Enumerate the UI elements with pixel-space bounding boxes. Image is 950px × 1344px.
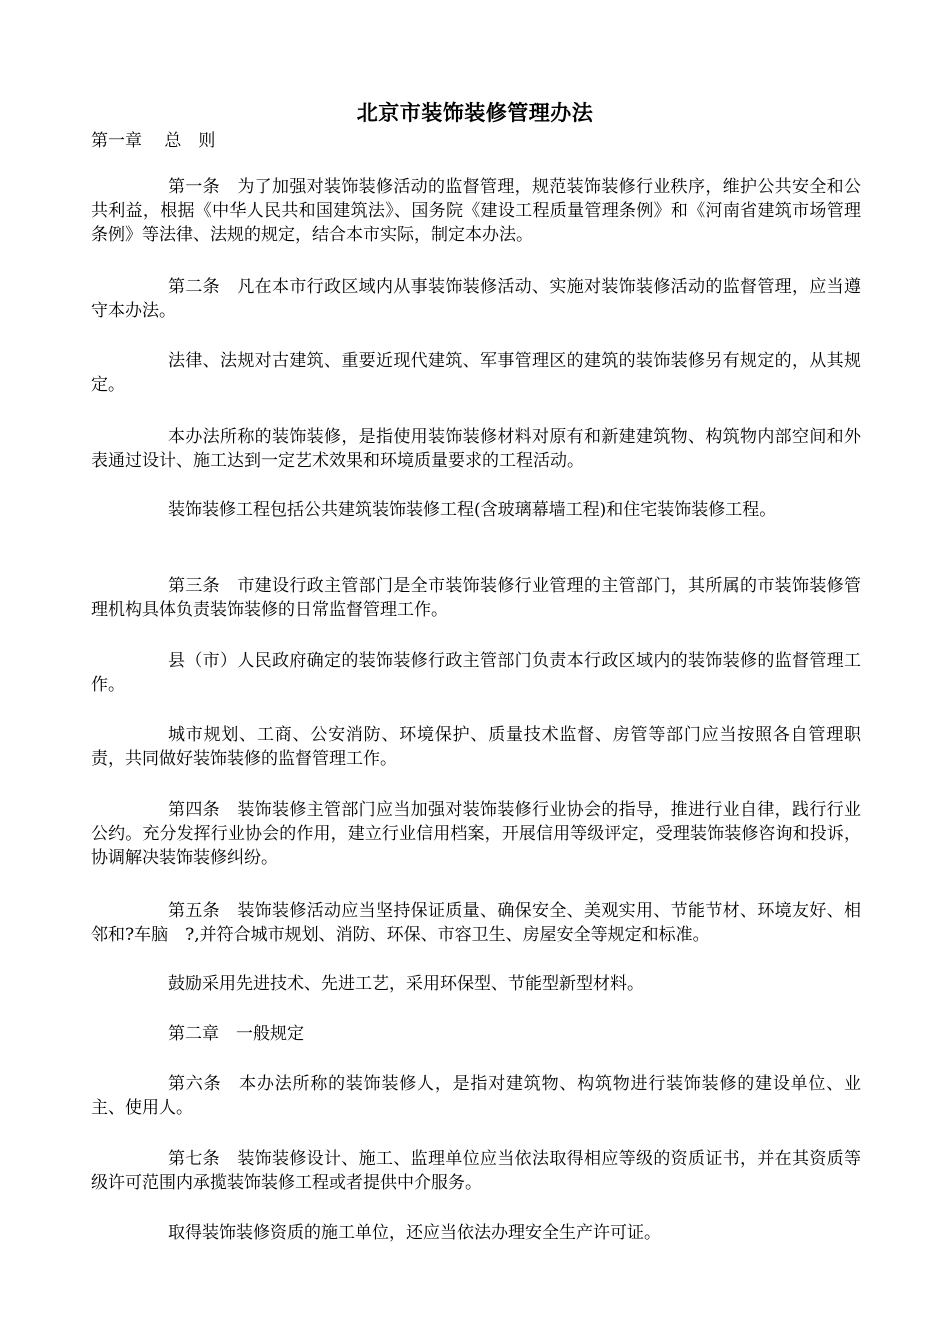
paragraph-definition: 本办法所称的装饰装修，是指使用装饰装修材料对原有和新建建筑物、构筑物内部空间和外表通过设计、施工达到一定艺术效果和环境质量要求的工程活动。 bbox=[91, 427, 861, 471]
chapter-heading: 第一章 总 则 bbox=[91, 131, 216, 151]
chapter-2-heading: 第二章 一般规定 bbox=[168, 1024, 304, 1044]
paragraph-departments: 城市规划、工商、公安消防、环境保护、质量技术监督、房管等部门应当按照各自管理职责，共同做好装饰装修的监督管理工作。 bbox=[91, 725, 861, 769]
paragraph-article-2: 第二条 凡在本市行政区域内从事装饰装修活动、实施对装饰装修活动的监督管理，应当遵守本办法。 bbox=[91, 277, 861, 321]
paragraph-county-authority: 县（市）人民政府确定的装饰装修行政主管部门负责本行政区域内的装饰装修的监督管理工作。 bbox=[91, 651, 861, 695]
paragraph-article-6: 第六条 本办法所称的装饰装修人，是指对建筑物、构筑物进行装饰装修的建设单位、业主、使用人。 bbox=[91, 1074, 861, 1118]
paragraph-safety-license: 取得装饰装修资质的施工单位，还应当依法办理安全生产许可证。 bbox=[168, 1223, 661, 1243]
paragraph-article-4: 第四条 装饰装修主管部门应当加强对装饰装修行业协会的指导，推进行业自律，践行行业公约。充分发挥行业协会的作用，建立行业信用档案，开展信用等级评定，受理装饰装修咨询和投诉，协调解决装饰装修纠纷。 bbox=[91, 800, 861, 868]
paragraph-scope: 装饰装修工程包括公共建筑装饰装修工程(含玻璃幕墙工程)和住宅装饰装修工程。 bbox=[168, 500, 777, 520]
paragraph-article-3: 第三条 市建设行政主管部门是全市装饰装修行业管理的主管部门，其所属的市装饰装修管理机构具体负责装饰装修的日常监督管理工作。 bbox=[91, 576, 861, 620]
paragraph-article-7: 第七条 装饰装修设计、施工、监理单位应当依法取得相应等级的资质证书，并在其资质等级许可范围内承揽装饰装修工程或者提供中介服务。 bbox=[91, 1149, 861, 1193]
paragraph-article-1: 第一条 为了加强对装饰装修活动的监督管理，规范装饰装修行业秩序，维护公共安全和公共利益，根据《中华人民共和国建筑法》、国务院《建设工程质量管理条例》和《河南省建筑市场管理条例》等法律、法规的规定，结合本市实际，制定本办法。 bbox=[91, 177, 861, 245]
paragraph-article-2-exception: 法律、法规对古建筑、重要近现代建筑、军事管理区的建筑的装饰装修另有规定的，从其规定。 bbox=[91, 351, 861, 395]
paragraph-article-5: 第五条 装饰装修活动应当坚持保证质量、确保安全、美观实用、节能节材、环境友好、相邻和?车脑 ?,并符合城市规划、消防、环保、市容卫生、房屋安全等规定和标准。 bbox=[91, 901, 861, 945]
paragraph-encouragement: 鼓励采用先进技术、先进工艺，采用环保型、节能型新型材料。 bbox=[168, 974, 644, 994]
document-title: 北京市装饰装修管理办法 bbox=[356, 100, 594, 125]
